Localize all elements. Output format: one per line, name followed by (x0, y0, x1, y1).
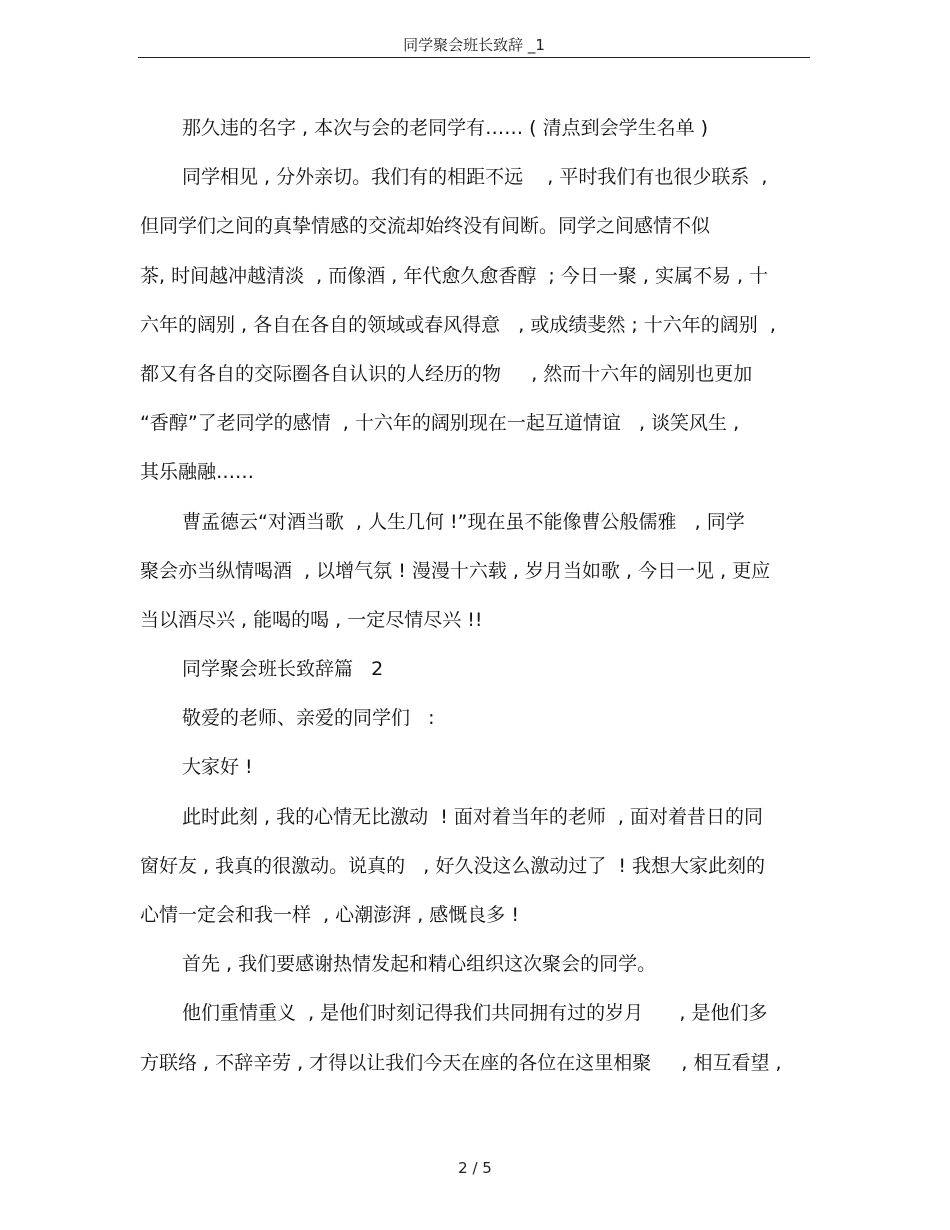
page-header-title: 同学聚会班长致辞 _1 (403, 36, 545, 54)
text-line: 曹孟德云“对酒当歌 , 人生几何 !”现在虽不能像曹公般儒雅 , 同学 (182, 510, 745, 533)
text-line: 他们重情重义 , 是他们时刻记得我们共同拥有过的岁月 , 是他们多 (182, 1002, 768, 1025)
text-line: 茶, 时间越冲越清淡 , 而像酒 , 年代愈久愈香醇 ; 今日一聚 , 实属不易 , 十 (140, 264, 769, 287)
header-divider (138, 57, 810, 58)
text-line: 敬爱的老师、亲爱的同学们 : (182, 707, 435, 730)
text-line: 六年的阔别 , 各自在各自的领域或春风得意 , 或成绩斐然 ; 十六年的阔别 , (140, 313, 776, 336)
text-line: “香醇”了老同学的感情 , 十六年的阔别现在一起互道情谊 , 谈笑风生 , (140, 412, 740, 435)
page-number: 2 / 5 (458, 1159, 492, 1177)
text-line: 都又有各自的交际圈各自认识的人经历的物 , 然而十六年的阔别也更加 (140, 362, 753, 385)
text-line: 心情一定会和我一样 , 心潮澎湃 , 感慨良多 ! (140, 904, 519, 926)
text-line: 聚会亦当纵情喝酒 , 以增气氛 ! 漫漫十六载 , 岁月当如歌 , 今日一见 , 更应 (140, 559, 771, 582)
text-line: 窗好友 , 我真的很激动。说真的 , 好久没这么激动过了 ! 我想大家此刻的 (140, 854, 766, 877)
text-line: 其乐融融…… (140, 461, 255, 484)
text-line: 方联络 , 不辞辛劳 , 才得以让我们今天在座的各位在这里相聚 , 相互看望 , (140, 1051, 782, 1074)
text-line: 同学相见 , 分外亲切。我们有的相距不远 , 平时我们有也很少联系 , (182, 166, 768, 189)
text-line: 此时此刻 , 我的心情无比激动 ! 面对着当年的老师 , 面对着昔日的同 (182, 805, 764, 828)
text-line: 同学聚会班长致辞篇 2 (182, 658, 384, 681)
text-line: 当以酒尽兴 , 能喝的喝 , 一定尽情尽兴 !! (140, 608, 483, 631)
document-body (140, 108, 820, 1092)
text-line: 但同学们之间的真挚情感的交流却始终没有间断。同学之间感情不似 (140, 215, 711, 238)
text-line: 首先 , 我们要感谢热情发起和精心组织这次聚会的同学。 (182, 953, 657, 976)
text-line: 大家好 ! (182, 756, 253, 779)
text-line: 那久违的名字 , 本次与会的老同学有…… ( 清点到会学生名单 ) (182, 117, 709, 139)
